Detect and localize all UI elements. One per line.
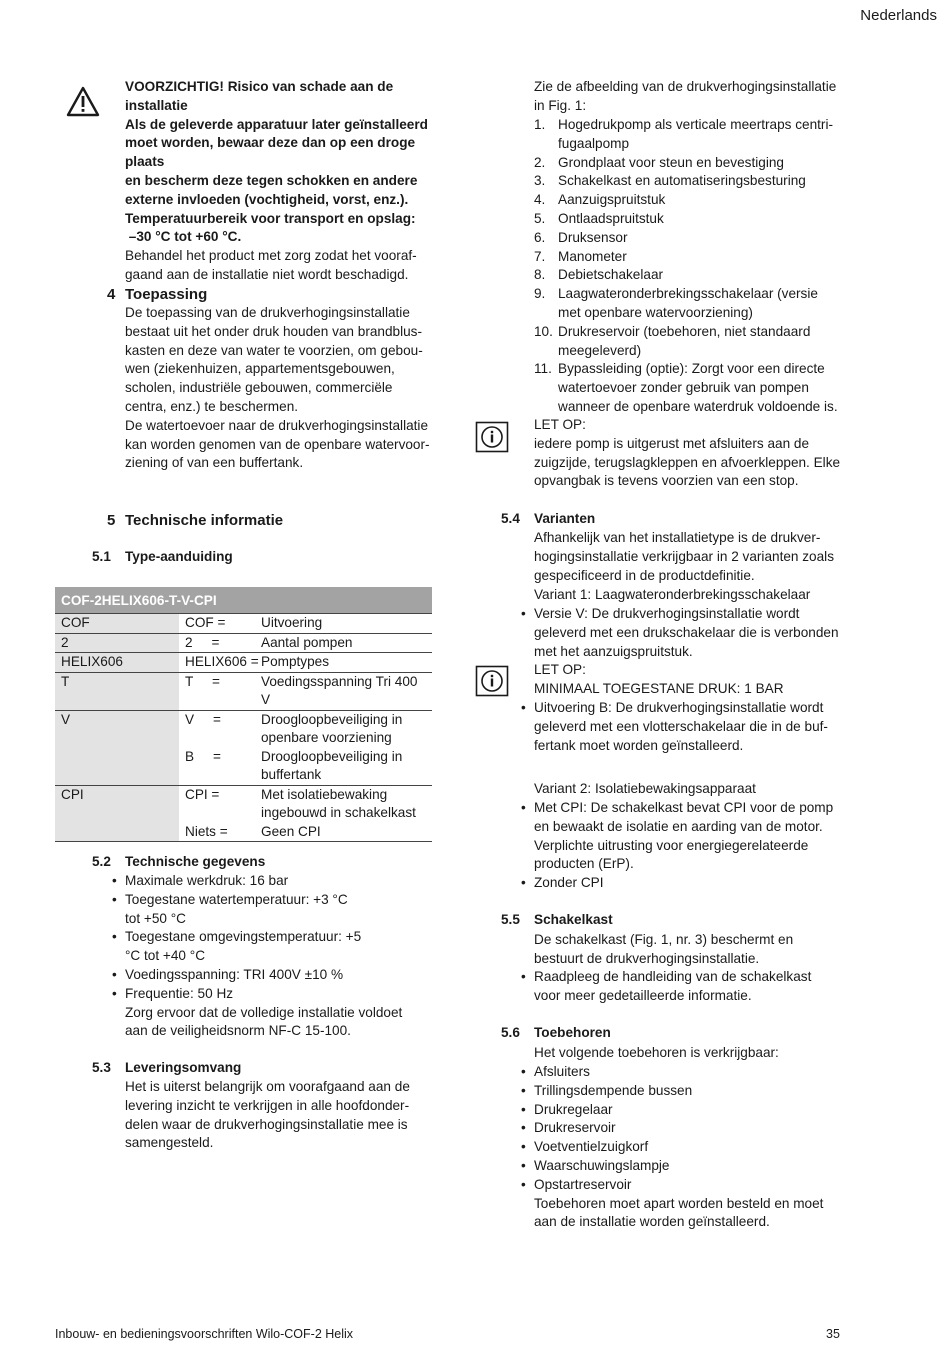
info-icon	[475, 665, 509, 700]
body-line: kan worden genomen van de openbare watervoor-	[125, 436, 430, 452]
table-value: Met isolatiebewaking ingebouwd in schakelkast	[261, 786, 416, 820]
list-item: • Voetventielzuigkorf	[521, 1138, 841, 1157]
table-value: Pomptypes	[261, 654, 330, 669]
list-item: • Met CPI: De schakelkast bevat CPI voor de pomp en bewaakt de isolatie en aarding van de motor. Verplichte uitrusting voor energiegerelateerde producten (ErP).	[521, 799, 841, 874]
note-1	[534, 416, 844, 491]
list-item: 3. Schakelkast en automatiseringsbesturing	[534, 173, 806, 189]
caution-line: externe invloeden (vochtigheid, vorst, enz.).	[125, 191, 409, 207]
accessories-outro: Toebehoren moet apart worden besteld en moet aan de installatie worden geïnstalleerd.	[534, 1195, 824, 1230]
section-5-3-number: 5.3	[92, 1060, 111, 1075]
table-code: T	[55, 672, 179, 710]
table-code: HELIX606	[55, 653, 179, 673]
note-text: MINIMAAL TOEGESTANE DRUK: 1 BAR	[534, 680, 784, 696]
list-item: • Trillingsdempende bussen	[521, 1082, 841, 1101]
components-list-wrap	[534, 116, 844, 417]
table-row	[55, 633, 432, 653]
note-2	[534, 661, 844, 699]
list-item: 8. Debietschakelaar	[534, 267, 664, 283]
tech-data-note: Zorg ervoor dat de volledige installatie voldoet aan de veiligheidsnorm NF-C 15-100.	[125, 1004, 403, 1039]
caution-line: –30 °C tot +60 °C.	[125, 229, 242, 245]
table-key: COF =	[185, 615, 226, 630]
section-5-5-bullets	[521, 968, 821, 1006]
warning-triangle-icon	[66, 86, 100, 121]
section-5-2-number: 5.2	[92, 854, 111, 869]
table-code: 2	[55, 633, 179, 653]
list-item: • Toegestane omgevingstemperatuur: +5 °C tot +40 °C	[112, 928, 365, 966]
table-row	[55, 614, 432, 634]
body-line: kasten en deze van water te voorzien, om gebou-	[125, 342, 423, 358]
table-value: Uitvoering	[261, 615, 323, 630]
section-5-2-title: Technische gegevens	[125, 854, 266, 869]
list-item: • Versie V: De drukverhogingsinstallatie wordt geleverd met een drukschakelaar die is verbonden met het aanzuigspruitstuk.	[521, 605, 841, 661]
table-row	[55, 785, 432, 842]
variant-list	[521, 699, 841, 755]
variant-2-label: Variant 2: Isolatiebewakingsapparaat	[534, 781, 756, 796]
body-line: scholen, industriële gebouwen, commerciële	[125, 380, 393, 396]
components-list	[534, 116, 844, 417]
list-item: • Opstartreservoir	[521, 1176, 841, 1195]
body-line: centra, enz.) te beschermen.	[125, 398, 299, 414]
table-value: Droogloopbeveiliging in buffertank	[261, 748, 403, 782]
list-item: 11. Bypassleiding (optie): Zorgt voor een directe watertoevoer zonder gebruik van pompen wanneer de openbare waterdruk voldoende is.	[534, 361, 838, 414]
footer-title: Inbouw- en bedieningsvoorschriften Wilo-COF-2 Helix	[55, 1327, 354, 1341]
caution-line: VOORZICHTIG! Risico van schade aan de installatie	[125, 79, 394, 113]
caution-line: Behandel het product met zorg zodat het vooraf-	[125, 248, 417, 264]
table-code: V	[55, 710, 179, 785]
list-item: 5. Ontlaadspruitstuk	[534, 210, 664, 226]
section-5-1-number: 5.1	[92, 549, 111, 564]
table-key: V =	[185, 711, 221, 727]
section-5-4-number: 5.4	[501, 511, 520, 526]
section-5-6-title: Toebehoren	[534, 1025, 611, 1040]
section-5-6-intro: Het volgende toebehoren is verkrijgbaar:	[534, 1045, 779, 1060]
section-5-number: 5	[107, 512, 116, 529]
tech-data-list	[112, 872, 432, 1004]
caution-line: en bescherm deze tegen schokken en andere	[125, 172, 418, 188]
variant-1-bullets-2	[521, 699, 841, 755]
section-5-3-body: Het is uiterst belangrijk om voorafgaand aan de levering inzicht te verkrijgen in alle hoofdonder-delen waar de drukverhogingsinstallatie mee is samengesteld.	[125, 1079, 410, 1151]
table-key: B =	[185, 748, 221, 764]
section-5-5-title: Schakelkast	[534, 912, 613, 927]
list-item: • Drukreservoir	[521, 1119, 841, 1138]
section-5-5-number: 5.5	[501, 912, 520, 927]
list-item: • Zonder CPI	[521, 874, 841, 893]
type-designation-table	[55, 587, 432, 842]
list-item: • Waarschuwingslampje	[521, 1157, 841, 1176]
list-item: • Maximale werkdruk: 16 bar	[112, 872, 432, 891]
list-item: • Drukregelaar	[521, 1101, 841, 1120]
table-key: T =	[185, 673, 220, 689]
list-item: • Afsluiters	[521, 1063, 841, 1082]
section-4-title: Toepassing	[125, 286, 208, 303]
section-5-4-title: Varianten	[534, 511, 596, 526]
list-item: • Uitvoering B: De drukverhogingsinstallatie wordt geleverd met een vlotterschakelaar die in de buf-fertank moet worden geïnstalleerd.	[521, 699, 841, 755]
note-title: LET OP:	[534, 662, 586, 677]
section-5-1-title: Type-aanduiding	[125, 549, 233, 564]
table-key: Niets =	[185, 823, 228, 839]
section-5-5-body: De schakelkast (Fig. 1, nr. 3) beschermt en bestuurt de drukverhogingsinstallatie.	[534, 932, 794, 966]
accessories-list	[521, 1063, 841, 1195]
caution-line: Temperatuurbereik voor transport en opslag:	[125, 210, 416, 226]
list-item: 4. Aanzuigspruitstuk	[534, 192, 666, 208]
table-value: Droogloopbeveiliging in openbare voorziening	[261, 711, 403, 745]
table-row	[55, 672, 432, 710]
table-key: 2 =	[185, 634, 220, 650]
list-item: 10. Drukreservoir (toebehoren, niet standaard meegeleverd)	[534, 323, 811, 358]
variant-1-label: Variant 1: Laagwateronderbrekingsschakelaar	[534, 587, 811, 602]
list-item: 9. Laagwateronderbrekingsschakelaar (versie met openbare watervoorziening)	[534, 286, 818, 320]
body-line: ziening of van een buffertank.	[125, 455, 304, 471]
list-item: • Frequentie: 50 Hz	[112, 985, 432, 1004]
table-key: CPI =	[185, 786, 220, 802]
table-value: Geen CPI	[261, 823, 321, 839]
section-5-3-title: Leveringsomvang	[125, 1060, 242, 1075]
list-item: • Voedingsspanning: TRI 400V ±10 %	[112, 966, 432, 985]
list-item: 6. Druksensor	[534, 229, 628, 245]
note-title: LET OP:	[534, 417, 586, 432]
page-number: 35	[826, 1327, 840, 1341]
table-value: Voedingsspanning Tri 400 V	[261, 673, 418, 707]
info-icon	[475, 421, 509, 456]
table-key: HELIX606 =	[185, 654, 259, 669]
section-4-number: 4	[107, 286, 116, 303]
variant-1-bullets	[521, 605, 841, 661]
list-item: • Raadpleeg de handleiding van de schakelkast voor meer gedetailleerde informatie.	[521, 968, 821, 1006]
body-line: wen (ziekenhuizen, appartementsgebouwen,	[125, 361, 395, 377]
switchbox-list	[521, 968, 821, 1006]
caution-line: moet worden, bewaar deze dan op een droge plaats	[125, 135, 416, 170]
list-item: 2. Grondplaat voor steun en bevestiging	[534, 154, 784, 170]
caution-line: Als de geleverde apparatuur later geïnstalleerd	[125, 116, 428, 132]
list-item: • Toegestane watertemperatuur: +3 °C tot +50 °C	[112, 891, 355, 929]
table-value: Aantal pompen	[261, 634, 353, 650]
body-line: De toepassing van de drukverhogingsinstallatie	[125, 305, 410, 320]
variant-list	[521, 799, 841, 893]
section-5-6-number: 5.6	[501, 1025, 520, 1040]
section-5-title: Technische informatie	[125, 512, 284, 529]
table-header: COF-2HELIX606-T-V-CPI	[55, 587, 432, 614]
table-row	[55, 710, 432, 785]
variant-list	[521, 605, 841, 661]
table-row	[55, 653, 432, 673]
variant-2-bullets	[521, 799, 841, 893]
section-5-2-body	[112, 872, 432, 1041]
caution-block	[125, 78, 455, 285]
section-5-4-intro: Afhankelijk van het installatietype is de drukver-hogingsinstallatie verkrijgbaar in 2 varianten zoals gespecificeerd in de productdefinitie.	[534, 530, 834, 583]
list-item: 7. Manometer	[534, 248, 627, 264]
section-5-6-bullets	[521, 1063, 841, 1232]
list-item: 1. Hogedrukpomp als verticale meertraps centri-fugaalpomp	[534, 117, 834, 151]
table-code: COF	[55, 614, 179, 634]
header-language: Nederlands	[860, 7, 937, 24]
components-intro: Zie de afbeelding van de drukverhogingsinstallatie in Fig. 1:	[534, 79, 837, 113]
body-line: bestaat uit het onder druk houden van brandblus-	[125, 323, 423, 339]
note-text: iedere pomp is uitgerust met afsluiters aan de zuigzijde, terugslagkleppen en afvoerkleppen. Elke opvangbak is tevens voorzien van een stop.	[534, 435, 841, 489]
body-line: De watertoevoer naar de drukverhogingsinstallatie	[125, 417, 429, 433]
caution-line: gaand aan de installatie niet wordt beschadigd.	[125, 266, 409, 282]
section-4-body	[125, 304, 455, 473]
table-code: CPI	[55, 785, 179, 842]
